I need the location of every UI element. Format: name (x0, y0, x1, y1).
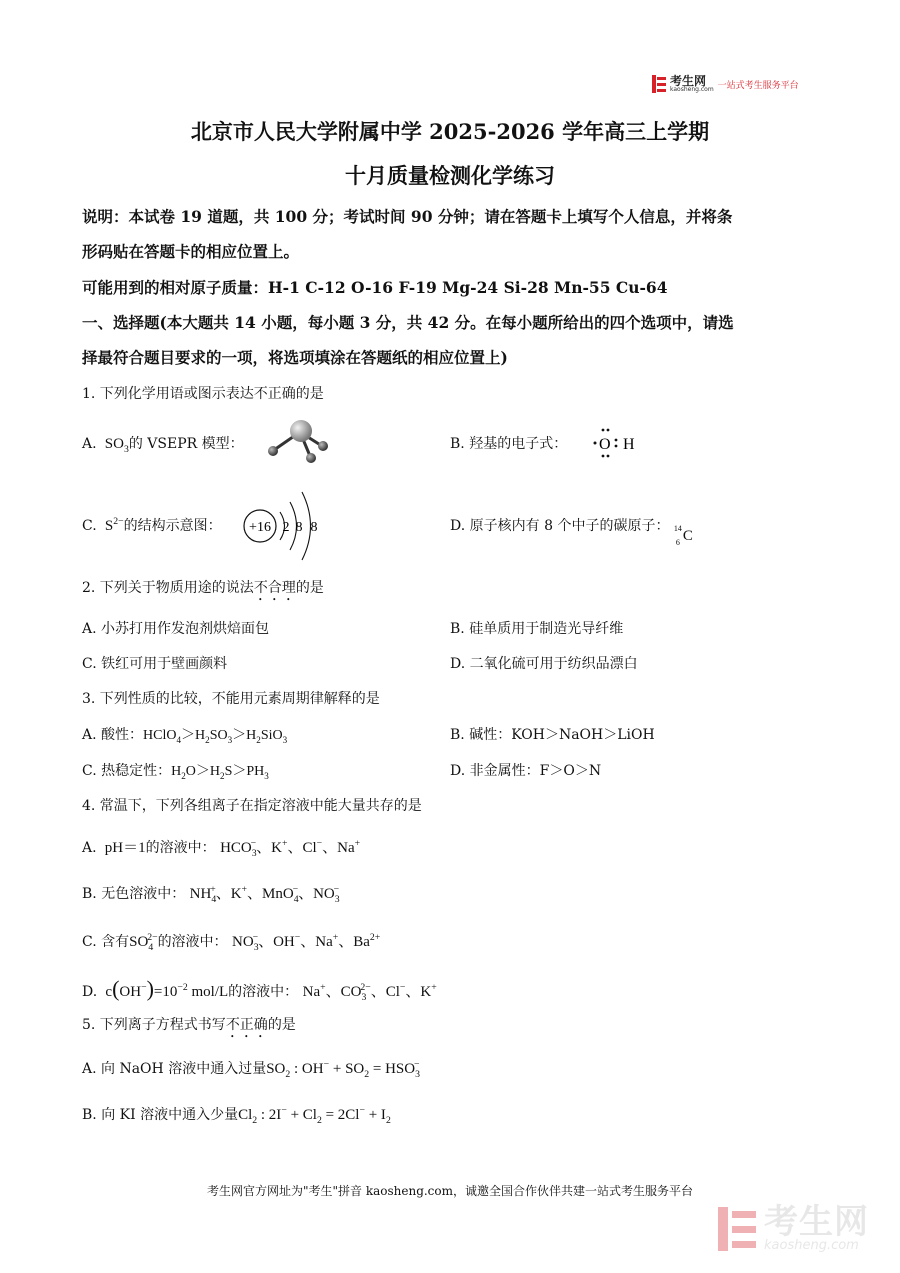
emphasis-text: 不正确 (225, 1017, 268, 1033)
question-5-option-b: B. 向 KI 溶液中通入少量$Cl_2$ : $2I^- + Cl_2 = 2Cl^- + I_2$ (82, 1105, 391, 1126)
watermark-brand: 考生网 (764, 1202, 869, 1242)
question-2-option-a: A. 小苏打用作发泡剂烘焙面包 (82, 621, 270, 637)
page-title-line2: 十月质量检测化学练习 (345, 163, 555, 188)
logo-brand: 考生网 (670, 74, 707, 88)
svg-text:H: H (623, 436, 635, 453)
question-1-option-d: D. 原子核内有 8 个中子的碳原子： 14 6 C (450, 518, 693, 547)
watermark-logo-icon (718, 1207, 758, 1251)
option-text: 的结构示意图： (123, 518, 222, 534)
shell-electrons-2: 8 (295, 520, 303, 535)
instructions-line1: 说明：本试卷 19 道题，共 100 分；考试时间 90 分钟；请在答题卡上填写个人信息，并将条 (82, 207, 733, 226)
question-1-option-c: C. $S^{2-}$的结构示意图： (82, 516, 222, 534)
question-3-option-d: D. 非金属性：F＞O＞N (450, 763, 602, 779)
sulfide-ion-structure-diagram (240, 486, 330, 564)
option-text: 原子核内有 8 个中子的碳原子： (469, 518, 670, 534)
instructions-line2: 形码贴在答题卡的相应位置上。 (82, 242, 300, 261)
section1-heading-line1: 一、选择题(本大题共 14 小题，每小题 3 分，共 42 分。在每小题所给出的四个选项中，请选 (82, 313, 734, 332)
question-1-option-b (450, 433, 567, 453)
question-5-stem: 5. 下列离子方程式书写不正确的是 (82, 1017, 296, 1033)
so3-vsepr-model-icon (266, 418, 332, 466)
question-2-option-c: C. 铁红可用于壁画颜料 (82, 656, 228, 672)
question-1-option-a: A. $SO_3$的 VSEPR 模型： (82, 436, 244, 455)
question-4-option-a: A. pH＝1的溶液中： $HCO_3^-$、K+、Cl−、Na+ (82, 838, 361, 859)
option-label: B. (450, 436, 465, 452)
kaosheng-logo-icon (652, 75, 666, 93)
option-text: 的 VSEPR 模型： (128, 436, 244, 452)
hydroxyl-electron-formula (590, 426, 646, 460)
question-2-stem: 2. 下列关于物质用途的说法不合理的是 (82, 580, 324, 596)
question-3-option-b: B. 碱性：KOH＞NaOH＞LiOH (450, 727, 655, 743)
question-3-stem: 3. 下列性质的比较，不能用元素周期律解释的是 (82, 691, 380, 707)
watermark (718, 1202, 869, 1253)
question-4-option-c: C. 含有$SO_4^{2-}$的溶液中： $NO_3^-$、OH−、Na+、$Ba^{2+}$ (82, 932, 381, 953)
question-4-stem: 4. 常温下，下列各组离子在指定溶液中能大量共存的是 (82, 798, 422, 814)
option-label: A. (82, 436, 97, 452)
site-logo (652, 73, 799, 95)
atomic-masses: 可能用到的相对原子质量：H-1 C-12 O-16 F-19 Mg-24 Si-28 Mn-55 Cu-64 (82, 278, 668, 297)
option-label: C. (82, 518, 97, 534)
question-2-option-b: B. 硅单质用于制造光导纤维 (450, 621, 624, 637)
nucleus-charge: +16 (249, 520, 271, 535)
emphasis-text: 不合理 (253, 580, 296, 596)
question-4-option-b: B. 无色溶液中： $NH_4^+$、K+、MnO$_4$−、$NO_3^-$ (82, 884, 340, 905)
watermark-domain: kaosheng.com (764, 1238, 859, 1253)
logo-slogan: 一站式考生服务平台 (717, 80, 799, 91)
question-5-option-a: A. 向 NaOH 溶液中通入过量$SO_2$ : $OH^- + SO_2 = HSO_3^-$ (82, 1059, 420, 1080)
page-title-line1: 北京市人民大学附属中学 2025-2026 学年高三上学期 (190, 119, 710, 144)
footer-note: 考生网官方网址为"考生"拼音 kaosheng.com，诚邀全国合作伙伴共建一站式考生服务平台 (206, 1184, 694, 1198)
option-text: 羟基的电子式： (469, 436, 568, 452)
svg-text:O: O (599, 436, 611, 453)
option-label: D. (450, 518, 466, 534)
question-2-option-d: D. 二氧化硫可用于纺织品漂白 (450, 656, 638, 672)
logo-domain: kaosheng.com (670, 86, 714, 93)
shell-electrons-1: 2 (282, 520, 290, 535)
section1-heading-line2: 择最符合题目要求的一项，将选项填涂在答题纸的相应位置上) (82, 348, 508, 367)
shell-electrons-3: 8 (310, 520, 318, 535)
question-3-option-c: C. 热稳定性：$H_2O>H_2S>PH_3$ (82, 763, 269, 781)
question-1-stem: 1. 下列化学用语或图示表达不正确的是 (82, 386, 324, 402)
question-3-option-a: A. 酸性：$HClO_4>H_2SO_3>H_2SiO_3$ (82, 727, 288, 745)
question-4-option-d: D. $c(OH^-)=10^{-2}$ mol/L的溶液中： Na+、$CO_3^{2-}$、Cl−、K+ (82, 976, 437, 1003)
